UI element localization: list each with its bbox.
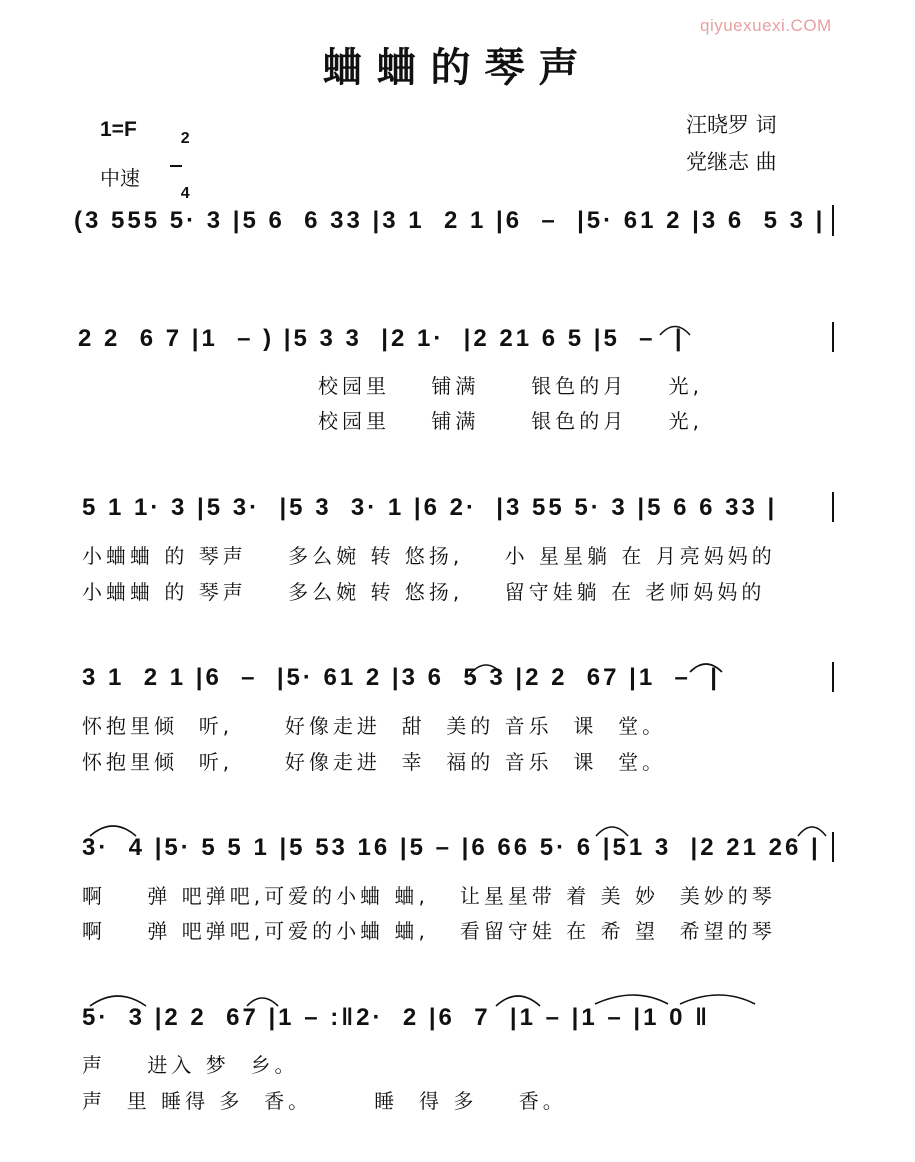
lyrics-system-2-verse-1: 校园里 铺满 银色的月 光,	[318, 374, 704, 398]
slur-mark	[470, 665, 502, 674]
lyrics-system-3-verse-2: 小蛐蛐 的 琴声 多么婉 转 悠扬, 留守娃躺 在 老师妈妈的	[82, 580, 766, 604]
slur-mark	[90, 826, 136, 836]
watermark: qiyuexuexi.COM	[700, 16, 832, 35]
composer-credit: 党继志 曲	[686, 150, 777, 174]
time-signature-bottom: 4	[180, 185, 190, 202]
lyrics-system-3-verse-1: 小蛐蛐 的 琴声 多么婉 转 悠扬, 小 星星躺 在 月亮妈妈的	[82, 544, 776, 568]
page-title: 蛐蛐的琴声	[322, 44, 593, 91]
lyricist-credit: 汪晓罗 词	[686, 113, 777, 137]
slur-mark	[90, 996, 146, 1006]
notation-system-2: 2 2 6 7 |1 – ) |5 3 3 |2 1· |2 21 6 5 |5 – |	[78, 325, 685, 352]
time-signature-top: 2	[180, 130, 190, 147]
tie-mark	[680, 995, 755, 1004]
key-signature: 1=F	[100, 118, 137, 141]
notation-system-3: 5 1 1· 3 |5 3· |5 3 3· 1 |6 2· |3 55 5· 3 |5 6 6 33 |	[82, 494, 778, 521]
slur-mark	[496, 996, 540, 1006]
notation-system-6: 5· 3 |2 2 67 |1 – :‖2· 2 |6 7 |1 – |1 – |1 0 ‖	[82, 1004, 711, 1031]
tempo-marking: 中速	[100, 166, 140, 190]
slur-mark	[690, 664, 722, 672]
lyrics-system-6-verse-1: 声 进入 梦 乡。	[82, 1053, 299, 1077]
lyrics-system-4-verse-1: 怀抱里倾 听, 好像走进 甜 美的 音乐 课 堂。	[82, 714, 667, 738]
lyrics-system-4-verse-2: 怀抱里倾 听, 好像走进 幸 福的 音乐 课 堂。	[82, 750, 667, 774]
slur-mark	[596, 827, 628, 836]
lyrics-system-2-verse-2: 校园里 铺满 银色的月 光,	[318, 409, 704, 433]
notation-system-4: 3 1 2 1 |6 – |5· 61 2 |3 6 5 3 |2 2 67 |1 – |	[82, 664, 720, 691]
lyrics-system-5-verse-1: 啊 弹 吧弹吧,可爱的小蛐 蛐, 让星星带 着 美 妙 美妙的琴	[82, 884, 776, 908]
lyrics-system-5-verse-2: 啊 弹 吧弹吧,可爱的小蛐 蛐, 看留守娃 在 希 望 希望的琴	[82, 919, 776, 943]
notation-system-1: (3 555 5· 3 |5 6 6 33 |3 1 2 1 |6 – |5· 61 2 |3 6 5 3 |	[74, 207, 826, 234]
slur-mark	[798, 827, 826, 836]
lyrics-system-6-verse-2: 声 里 睡得 多 香。 睡 得 多 香。	[82, 1089, 567, 1113]
slur-mark	[660, 327, 690, 336]
tie-mark	[595, 995, 668, 1004]
notation-system-5: 3· 4 |5· 5 5 1 |5 53 16 |5 – |6 66 5· 6 |51 3 |2 21 26 |	[82, 834, 821, 861]
slur-mark	[247, 998, 278, 1006]
